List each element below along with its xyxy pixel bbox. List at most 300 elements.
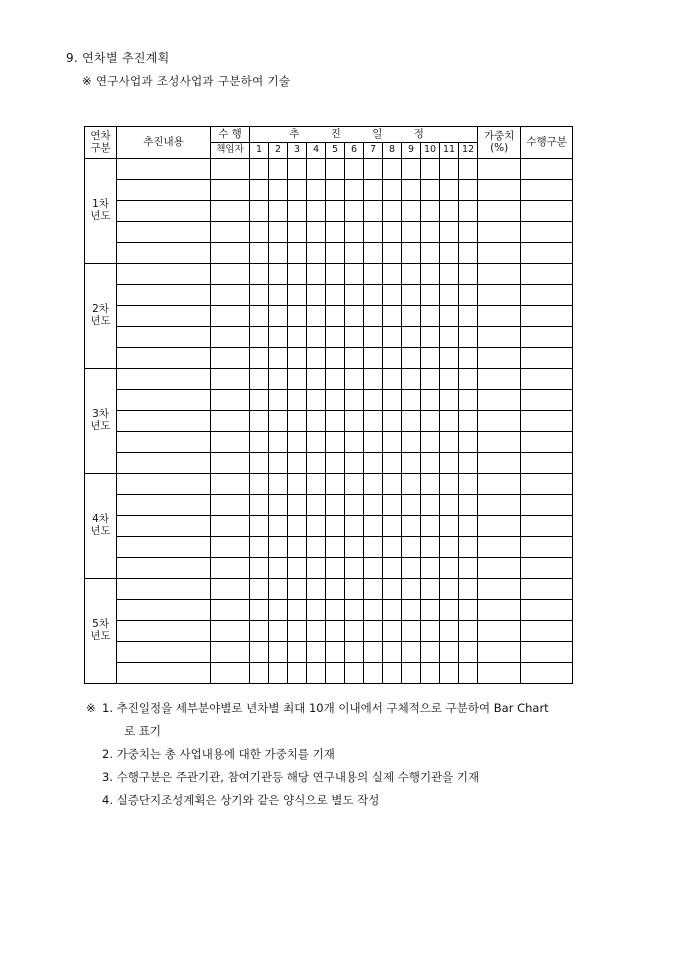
table-cell[interactable] <box>250 579 269 600</box>
table-cell[interactable] <box>326 411 345 432</box>
table-cell[interactable] <box>459 432 478 453</box>
table-cell[interactable] <box>269 621 288 642</box>
table-cell[interactable] <box>288 474 307 495</box>
table-cell[interactable] <box>521 432 573 453</box>
table-cell[interactable] <box>478 327 521 348</box>
table-cell[interactable] <box>211 264 250 285</box>
table-cell[interactable] <box>521 663 573 684</box>
table-cell[interactable] <box>383 369 402 390</box>
table-cell[interactable] <box>459 600 478 621</box>
table-cell[interactable] <box>521 327 573 348</box>
table-cell[interactable] <box>459 306 478 327</box>
table-cell[interactable] <box>250 285 269 306</box>
table-cell[interactable] <box>383 306 402 327</box>
table-cell[interactable] <box>478 579 521 600</box>
table-cell[interactable] <box>383 558 402 579</box>
table-cell[interactable] <box>288 642 307 663</box>
table-cell[interactable] <box>211 180 250 201</box>
table-cell[interactable] <box>345 621 364 642</box>
table-cell[interactable] <box>364 369 383 390</box>
table-cell[interactable] <box>307 474 326 495</box>
table-cell[interactable] <box>383 201 402 222</box>
table-cell[interactable] <box>269 432 288 453</box>
table-cell[interactable] <box>345 453 364 474</box>
table-cell[interactable] <box>345 516 364 537</box>
table-cell[interactable] <box>383 285 402 306</box>
table-cell[interactable] <box>345 537 364 558</box>
table-cell[interactable] <box>326 663 345 684</box>
table-cell[interactable] <box>211 201 250 222</box>
table-cell[interactable] <box>117 327 211 348</box>
table-cell[interactable] <box>521 222 573 243</box>
table-cell[interactable] <box>117 411 211 432</box>
table-cell[interactable] <box>307 285 326 306</box>
table-cell[interactable] <box>117 663 211 684</box>
table-cell[interactable] <box>326 243 345 264</box>
table-cell[interactable] <box>307 495 326 516</box>
table-cell[interactable] <box>326 579 345 600</box>
table-cell[interactable] <box>288 327 307 348</box>
table-cell[interactable] <box>478 243 521 264</box>
table-cell[interactable] <box>364 306 383 327</box>
table-cell[interactable] <box>440 306 459 327</box>
table-cell[interactable] <box>478 201 521 222</box>
table-cell[interactable] <box>250 558 269 579</box>
table-cell[interactable] <box>402 474 421 495</box>
table-cell[interactable] <box>402 159 421 180</box>
table-cell[interactable] <box>478 390 521 411</box>
table-cell[interactable] <box>211 495 250 516</box>
table-cell[interactable] <box>211 579 250 600</box>
table-cell[interactable] <box>521 537 573 558</box>
table-cell[interactable] <box>521 642 573 663</box>
table-cell[interactable] <box>521 516 573 537</box>
table-cell[interactable] <box>288 390 307 411</box>
table-cell[interactable] <box>211 432 250 453</box>
table-cell[interactable] <box>383 222 402 243</box>
table-cell[interactable] <box>307 621 326 642</box>
table-cell[interactable] <box>383 642 402 663</box>
table-cell[interactable] <box>326 516 345 537</box>
table-cell[interactable] <box>117 474 211 495</box>
table-cell[interactable] <box>364 432 383 453</box>
table-cell[interactable] <box>345 306 364 327</box>
table-cell[interactable] <box>345 201 364 222</box>
table-cell[interactable] <box>307 411 326 432</box>
table-cell[interactable] <box>478 537 521 558</box>
table-cell[interactable] <box>211 243 250 264</box>
table-cell[interactable] <box>478 180 521 201</box>
table-cell[interactable] <box>326 495 345 516</box>
table-cell[interactable] <box>478 516 521 537</box>
table-cell[interactable] <box>288 600 307 621</box>
table-cell[interactable] <box>421 201 440 222</box>
table-cell[interactable] <box>364 411 383 432</box>
table-cell[interactable] <box>421 495 440 516</box>
table-cell[interactable] <box>421 243 440 264</box>
table-cell[interactable] <box>269 222 288 243</box>
table-cell[interactable] <box>521 369 573 390</box>
table-cell[interactable] <box>117 369 211 390</box>
table-cell[interactable] <box>211 390 250 411</box>
table-cell[interactable] <box>345 495 364 516</box>
table-cell[interactable] <box>440 474 459 495</box>
table-cell[interactable] <box>459 159 478 180</box>
table-cell[interactable] <box>459 495 478 516</box>
table-cell[interactable] <box>383 537 402 558</box>
table-cell[interactable] <box>364 474 383 495</box>
table-cell[interactable] <box>440 558 459 579</box>
table-cell[interactable] <box>459 558 478 579</box>
table-cell[interactable] <box>326 306 345 327</box>
table-cell[interactable] <box>364 348 383 369</box>
table-cell[interactable] <box>288 306 307 327</box>
table-cell[interactable] <box>345 642 364 663</box>
table-cell[interactable] <box>459 453 478 474</box>
table-cell[interactable] <box>307 243 326 264</box>
table-cell[interactable] <box>521 495 573 516</box>
table-cell[interactable] <box>307 306 326 327</box>
table-cell[interactable] <box>117 348 211 369</box>
table-cell[interactable] <box>345 222 364 243</box>
table-cell[interactable] <box>364 516 383 537</box>
table-cell[interactable] <box>421 474 440 495</box>
table-cell[interactable] <box>288 264 307 285</box>
table-cell[interactable] <box>117 558 211 579</box>
table-cell[interactable] <box>478 159 521 180</box>
table-cell[interactable] <box>364 222 383 243</box>
table-cell[interactable] <box>478 663 521 684</box>
table-cell[interactable] <box>117 285 211 306</box>
table-cell[interactable] <box>250 159 269 180</box>
table-cell[interactable] <box>211 369 250 390</box>
table-cell[interactable] <box>307 642 326 663</box>
table-cell[interactable] <box>117 600 211 621</box>
table-cell[interactable] <box>211 159 250 180</box>
table-cell[interactable] <box>459 411 478 432</box>
table-cell[interactable] <box>307 180 326 201</box>
table-cell[interactable] <box>269 663 288 684</box>
table-cell[interactable] <box>521 201 573 222</box>
table-cell[interactable] <box>269 390 288 411</box>
table-cell[interactable] <box>383 243 402 264</box>
table-cell[interactable] <box>440 243 459 264</box>
table-cell[interactable] <box>250 180 269 201</box>
table-cell[interactable] <box>288 285 307 306</box>
table-cell[interactable] <box>345 369 364 390</box>
table-cell[interactable] <box>521 306 573 327</box>
table-cell[interactable] <box>402 180 421 201</box>
table-cell[interactable] <box>345 474 364 495</box>
table-cell[interactable] <box>440 348 459 369</box>
table-cell[interactable] <box>117 306 211 327</box>
table-cell[interactable] <box>459 369 478 390</box>
table-cell[interactable] <box>440 285 459 306</box>
table-cell[interactable] <box>326 180 345 201</box>
table-cell[interactable] <box>402 432 421 453</box>
table-cell[interactable] <box>269 180 288 201</box>
table-cell[interactable] <box>326 327 345 348</box>
table-cell[interactable] <box>459 243 478 264</box>
table-cell[interactable] <box>345 432 364 453</box>
table-cell[interactable] <box>383 579 402 600</box>
table-cell[interactable] <box>117 516 211 537</box>
table-cell[interactable] <box>440 264 459 285</box>
table-cell[interactable] <box>250 432 269 453</box>
table-cell[interactable] <box>307 327 326 348</box>
table-cell[interactable] <box>307 600 326 621</box>
table-cell[interactable] <box>402 579 421 600</box>
table-cell[interactable] <box>250 537 269 558</box>
table-cell[interactable] <box>383 348 402 369</box>
table-cell[interactable] <box>117 159 211 180</box>
table-cell[interactable] <box>421 264 440 285</box>
table-cell[interactable] <box>307 558 326 579</box>
table-cell[interactable] <box>250 222 269 243</box>
table-cell[interactable] <box>421 348 440 369</box>
table-cell[interactable] <box>421 411 440 432</box>
table-cell[interactable] <box>402 348 421 369</box>
table-cell[interactable] <box>421 600 440 621</box>
table-cell[interactable] <box>269 159 288 180</box>
table-cell[interactable] <box>478 642 521 663</box>
table-cell[interactable] <box>211 285 250 306</box>
table-cell[interactable] <box>211 474 250 495</box>
table-cell[interactable] <box>478 348 521 369</box>
table-cell[interactable] <box>326 159 345 180</box>
table-cell[interactable] <box>307 201 326 222</box>
table-cell[interactable] <box>345 327 364 348</box>
table-cell[interactable] <box>345 180 364 201</box>
table-cell[interactable] <box>364 327 383 348</box>
table-cell[interactable] <box>288 180 307 201</box>
table-cell[interactable] <box>211 411 250 432</box>
table-cell[interactable] <box>421 642 440 663</box>
table-cell[interactable] <box>383 453 402 474</box>
table-cell[interactable] <box>345 390 364 411</box>
table-cell[interactable] <box>326 222 345 243</box>
table-cell[interactable] <box>440 516 459 537</box>
table-cell[interactable] <box>478 600 521 621</box>
table-cell[interactable] <box>269 348 288 369</box>
table-cell[interactable] <box>478 411 521 432</box>
table-cell[interactable] <box>521 453 573 474</box>
table-cell[interactable] <box>521 621 573 642</box>
table-cell[interactable] <box>383 474 402 495</box>
table-cell[interactable] <box>459 327 478 348</box>
table-cell[interactable] <box>421 222 440 243</box>
table-cell[interactable] <box>440 369 459 390</box>
table-cell[interactable] <box>459 285 478 306</box>
table-cell[interactable] <box>421 390 440 411</box>
table-cell[interactable] <box>250 243 269 264</box>
table-cell[interactable] <box>364 390 383 411</box>
table-cell[interactable] <box>307 369 326 390</box>
table-cell[interactable] <box>307 537 326 558</box>
table-cell[interactable] <box>421 180 440 201</box>
table-cell[interactable] <box>288 243 307 264</box>
table-cell[interactable] <box>250 474 269 495</box>
table-cell[interactable] <box>521 348 573 369</box>
table-cell[interactable] <box>117 201 211 222</box>
table-cell[interactable] <box>345 663 364 684</box>
table-cell[interactable] <box>364 453 383 474</box>
table-cell[interactable] <box>421 558 440 579</box>
table-cell[interactable] <box>402 516 421 537</box>
table-cell[interactable] <box>288 495 307 516</box>
table-cell[interactable] <box>521 390 573 411</box>
table-cell[interactable] <box>211 642 250 663</box>
table-cell[interactable] <box>326 390 345 411</box>
table-cell[interactable] <box>402 264 421 285</box>
table-cell[interactable] <box>364 558 383 579</box>
table-cell[interactable] <box>288 516 307 537</box>
table-cell[interactable] <box>117 390 211 411</box>
table-cell[interactable] <box>326 621 345 642</box>
table-cell[interactable] <box>250 327 269 348</box>
table-cell[interactable] <box>521 474 573 495</box>
table-cell[interactable] <box>364 621 383 642</box>
table-cell[interactable] <box>364 243 383 264</box>
table-cell[interactable] <box>326 558 345 579</box>
table-cell[interactable] <box>345 159 364 180</box>
table-cell[interactable] <box>345 348 364 369</box>
table-cell[interactable] <box>211 600 250 621</box>
table-cell[interactable] <box>459 264 478 285</box>
table-cell[interactable] <box>117 432 211 453</box>
table-cell[interactable] <box>402 369 421 390</box>
table-cell[interactable] <box>250 201 269 222</box>
table-cell[interactable] <box>440 537 459 558</box>
table-cell[interactable] <box>440 180 459 201</box>
table-cell[interactable] <box>402 558 421 579</box>
table-cell[interactable] <box>459 222 478 243</box>
table-cell[interactable] <box>478 432 521 453</box>
table-cell[interactable] <box>345 411 364 432</box>
table-cell[interactable] <box>269 537 288 558</box>
table-cell[interactable] <box>421 432 440 453</box>
table-cell[interactable] <box>383 327 402 348</box>
table-cell[interactable] <box>402 222 421 243</box>
table-cell[interactable] <box>478 222 521 243</box>
table-cell[interactable] <box>383 663 402 684</box>
table-cell[interactable] <box>250 621 269 642</box>
table-cell[interactable] <box>402 642 421 663</box>
table-cell[interactable] <box>326 201 345 222</box>
table-cell[interactable] <box>250 453 269 474</box>
table-cell[interactable] <box>307 516 326 537</box>
table-cell[interactable] <box>250 369 269 390</box>
table-cell[interactable] <box>211 516 250 537</box>
table-cell[interactable] <box>421 663 440 684</box>
table-cell[interactable] <box>364 495 383 516</box>
table-cell[interactable] <box>307 390 326 411</box>
table-cell[interactable] <box>383 180 402 201</box>
table-cell[interactable] <box>364 663 383 684</box>
table-cell[interactable] <box>421 579 440 600</box>
table-cell[interactable] <box>383 411 402 432</box>
table-cell[interactable] <box>326 264 345 285</box>
table-cell[interactable] <box>269 600 288 621</box>
table-cell[interactable] <box>521 558 573 579</box>
table-cell[interactable] <box>440 159 459 180</box>
table-cell[interactable] <box>459 348 478 369</box>
table-cell[interactable] <box>211 327 250 348</box>
table-cell[interactable] <box>211 453 250 474</box>
table-cell[interactable] <box>440 390 459 411</box>
table-cell[interactable] <box>383 516 402 537</box>
table-cell[interactable] <box>326 432 345 453</box>
table-cell[interactable] <box>521 411 573 432</box>
table-cell[interactable] <box>269 201 288 222</box>
table-cell[interactable] <box>117 579 211 600</box>
table-cell[interactable] <box>288 453 307 474</box>
table-cell[interactable] <box>288 432 307 453</box>
table-cell[interactable] <box>364 537 383 558</box>
table-cell[interactable] <box>478 453 521 474</box>
table-cell[interactable] <box>402 663 421 684</box>
table-cell[interactable] <box>383 159 402 180</box>
table-cell[interactable] <box>269 327 288 348</box>
table-cell[interactable] <box>459 621 478 642</box>
table-cell[interactable] <box>402 306 421 327</box>
table-cell[interactable] <box>250 516 269 537</box>
table-cell[interactable] <box>459 642 478 663</box>
table-cell[interactable] <box>345 264 364 285</box>
table-cell[interactable] <box>307 579 326 600</box>
table-cell[interactable] <box>269 369 288 390</box>
table-cell[interactable] <box>421 159 440 180</box>
table-cell[interactable] <box>269 516 288 537</box>
table-cell[interactable] <box>307 663 326 684</box>
table-cell[interactable] <box>326 453 345 474</box>
table-cell[interactable] <box>211 621 250 642</box>
table-cell[interactable] <box>307 222 326 243</box>
table-cell[interactable] <box>459 390 478 411</box>
table-cell[interactable] <box>288 201 307 222</box>
table-cell[interactable] <box>269 453 288 474</box>
table-cell[interactable] <box>364 180 383 201</box>
table-cell[interactable] <box>459 474 478 495</box>
table-cell[interactable] <box>459 201 478 222</box>
table-cell[interactable] <box>117 453 211 474</box>
table-cell[interactable] <box>288 579 307 600</box>
table-cell[interactable] <box>345 285 364 306</box>
table-cell[interactable] <box>383 600 402 621</box>
table-cell[interactable] <box>478 285 521 306</box>
table-cell[interactable] <box>440 222 459 243</box>
table-cell[interactable] <box>521 243 573 264</box>
table-cell[interactable] <box>421 621 440 642</box>
table-cell[interactable] <box>459 579 478 600</box>
table-cell[interactable] <box>440 432 459 453</box>
table-cell[interactable] <box>402 327 421 348</box>
table-cell[interactable] <box>421 285 440 306</box>
table-cell[interactable] <box>345 558 364 579</box>
table-cell[interactable] <box>307 264 326 285</box>
table-cell[interactable] <box>383 621 402 642</box>
table-cell[interactable] <box>440 453 459 474</box>
table-cell[interactable] <box>478 621 521 642</box>
table-cell[interactable] <box>364 159 383 180</box>
table-cell[interactable] <box>364 285 383 306</box>
table-cell[interactable] <box>421 306 440 327</box>
table-cell[interactable] <box>211 306 250 327</box>
table-cell[interactable] <box>269 579 288 600</box>
table-cell[interactable] <box>288 348 307 369</box>
table-cell[interactable] <box>117 222 211 243</box>
table-cell[interactable] <box>117 621 211 642</box>
